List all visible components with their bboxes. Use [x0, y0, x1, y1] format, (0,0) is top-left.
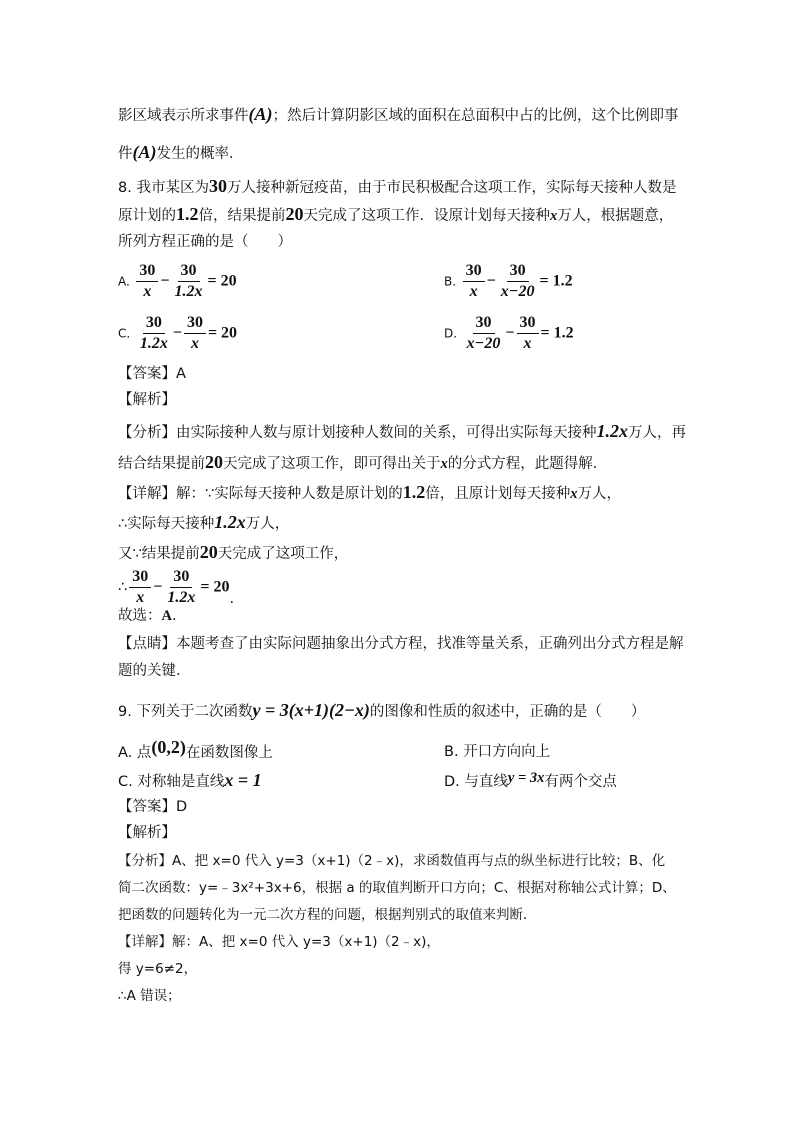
option-label: D. [444, 326, 458, 341]
text: 题的关键． [118, 663, 191, 679]
option-label: A. [118, 274, 130, 289]
q8-xiangjie-4 [118, 568, 234, 607]
text: 天完成了这项工作， [217, 546, 349, 562]
rhs: = 1.2 [539, 272, 573, 290]
q9-xiangjie-2 [118, 959, 197, 979]
text: 结合结果提前 [118, 456, 205, 472]
math: 1.2x [596, 421, 628, 441]
text: ∴实际每天接种 [118, 516, 215, 532]
text: 把函数的问题转化为一元二次方程的问题，根据判别式的取值来判断． [118, 907, 537, 923]
fraction [517, 314, 539, 353]
text: C. 对称轴是直线 [118, 774, 225, 790]
text: 天完成了这项工作，即可得出关于 [223, 456, 441, 472]
denominator: x [190, 335, 199, 352]
q9-answer [118, 797, 187, 817]
text: 【详解】解：A、把 x=0 代入 y=3（x+1)（2﹣x)， [118, 934, 440, 950]
text: 的分式方程，此题得解． [447, 456, 608, 472]
text: 万人，根据题意， [557, 208, 674, 224]
math: A [161, 608, 172, 624]
text: 9. 下列关于二次函数 [118, 704, 253, 720]
text: D. 与直线 [444, 774, 508, 790]
fraction [184, 314, 206, 353]
option-label: B. [444, 274, 457, 289]
text: 原计划的 [118, 208, 176, 224]
math: 20 [285, 204, 304, 224]
q9-fenxi-3 [118, 905, 537, 925]
fraction [172, 262, 206, 301]
fraction [136, 262, 158, 301]
option-label: C. [118, 326, 131, 341]
math: 30 [208, 176, 227, 196]
text: 在函数图像上 [185, 745, 273, 761]
q8-option-a [118, 262, 237, 301]
text: . [229, 591, 235, 607]
q8-fenxi-1 [118, 421, 686, 443]
text: 【解析】 [118, 392, 176, 408]
text: 得 y=6≠2， [118, 961, 198, 977]
text: 万人接种新冠疫苗，由于市民积极配合这项工作，实际每天接种人数是 [226, 180, 677, 196]
math: 1.2 [176, 204, 199, 224]
math: x = 1 [224, 770, 262, 790]
numerator: 30 [184, 314, 206, 334]
rhs: = 20 [207, 324, 238, 342]
q9-fenxi-2 [118, 878, 676, 898]
text: . [171, 608, 177, 624]
text: 【答案】D [118, 799, 188, 815]
text: 【点睛】本题考查了由实际问题抽象出分式方程，找准等量关系，正确列出分式方程是解 [118, 636, 684, 652]
q9-xiangjie-3 [118, 986, 181, 1006]
q8-answer [118, 364, 186, 384]
rhs: = 20 [207, 272, 237, 290]
math: 20 [205, 452, 223, 472]
denominator: 1.2x [167, 589, 196, 606]
math: 1.2 [402, 482, 426, 502]
numerator: 30 [129, 568, 151, 588]
q9-fenxi-1 [118, 851, 665, 871]
intro-line-2 [118, 142, 244, 164]
numerator: 30 [143, 314, 165, 334]
q9-analysis-head [118, 823, 176, 843]
text: 【详解】解：∵实际每天接种人数是原计划的 [118, 486, 403, 502]
q8-xiangjie-3 [118, 542, 348, 564]
text: A. 点 [118, 745, 152, 761]
text: 件 [118, 146, 133, 162]
q8-option-c [118, 314, 237, 353]
denominator: 1.2x [139, 335, 168, 352]
q8-analysis-head [118, 390, 176, 410]
text: 简二次函数：y=﹣3x²+3x+6，根据 a 的取值判断开口方向；C、根据对称轴公式计算；D、 [118, 880, 676, 896]
q9-option-c [118, 770, 262, 791]
numerator: 30 [507, 262, 529, 282]
numerator: 30 [517, 314, 539, 334]
q9-option-d [444, 770, 617, 791]
text: 万人， [577, 486, 621, 502]
numerator: 30 [170, 568, 192, 588]
fraction [498, 262, 538, 301]
fraction [463, 262, 485, 301]
fraction [129, 568, 151, 607]
text: 【分析】A、把 x=0 代入 y=3（x+1)（2﹣x)，求函数值再与点的纵坐标进行比较；B、化 [118, 853, 666, 869]
q8-option-b [444, 262, 573, 301]
numerator: 30 [178, 262, 200, 282]
q8-line-2 [118, 204, 673, 226]
text: 【解析】 [118, 825, 176, 841]
math: 1.2x [214, 512, 246, 532]
fraction [137, 314, 171, 353]
fraction [464, 314, 504, 353]
text: B. 开口方向向上 [444, 744, 551, 760]
math: y = 3x [507, 770, 545, 786]
q9-line-1 [118, 700, 645, 722]
q8-xiangjie-2 [118, 512, 289, 534]
text: 有两个交点 [544, 774, 617, 790]
q8-fenxi-2 [118, 452, 607, 474]
operator: − [505, 324, 515, 342]
denominator: x−20 [500, 283, 535, 300]
operator: − [160, 272, 170, 290]
math: (0,2) [151, 737, 186, 757]
denominator: x [523, 335, 532, 352]
text: 影区域表示所求事件 [118, 108, 249, 124]
text: 天完成了这项工作．设原计划每天接种 [303, 208, 550, 224]
text: 发生的概率． [156, 146, 244, 162]
text: 万人， [245, 516, 290, 532]
denominator: x [143, 283, 152, 300]
q8-dianjing-2 [118, 661, 191, 681]
text: 又∵结果提前 [118, 546, 200, 562]
math: x [550, 208, 558, 224]
operator: − [172, 324, 182, 342]
operator: − [153, 578, 163, 596]
q8-line-1 [118, 176, 676, 198]
text: 倍，且原计划每天接种 [425, 486, 571, 502]
denominator: x [469, 283, 478, 300]
q8-choose [118, 606, 177, 626]
math: x [570, 486, 578, 502]
text: 【答案】A [118, 366, 186, 382]
text: 所列方程正确的是（ ） [118, 234, 292, 250]
text: ∴ [118, 579, 128, 596]
event-a-math: (A) [132, 142, 157, 162]
q9-xiangjie-1 [118, 932, 440, 952]
q9-option-b [444, 740, 550, 761]
rhs: = 1.2 [540, 324, 574, 342]
math: x [440, 456, 448, 472]
text: ；然后计算阴影区域的面积在总面积中占的比例，这个比例即事 [272, 108, 679, 124]
text: 【分析】由实际接种人数与原计划接种人数间的关系，可得出实际每天接种 [118, 425, 597, 441]
text: ∴A 错误； [118, 988, 181, 1004]
text: 倍，结果提前 [198, 208, 286, 224]
denominator: 1.2x [174, 283, 203, 300]
numerator: 30 [463, 262, 485, 282]
numerator: 30 [473, 314, 495, 334]
q8-line-3 [118, 232, 292, 252]
q8-xiangjie-1 [118, 482, 621, 504]
denominator: x−20 [466, 335, 501, 352]
math: 20 [199, 542, 218, 562]
event-a-math: (A) [248, 104, 273, 124]
text: 8. 我市某区为 [118, 180, 209, 196]
intro-line-1 [118, 104, 679, 126]
q9-option-a [118, 737, 273, 762]
math: y = 3(x+1)(2−x) [252, 700, 370, 720]
text: 故选： [118, 608, 162, 624]
q8-dianjing-1 [118, 634, 684, 654]
q8-option-d [444, 314, 574, 353]
denominator: x [136, 589, 145, 606]
rhs: = 20 [200, 578, 230, 596]
text: 万人，再 [628, 425, 686, 441]
numerator: 30 [136, 262, 158, 282]
fraction [164, 568, 198, 607]
text: 的图像和性质的叙述中，正确的是（ ） [369, 704, 646, 720]
operator: − [486, 272, 496, 290]
